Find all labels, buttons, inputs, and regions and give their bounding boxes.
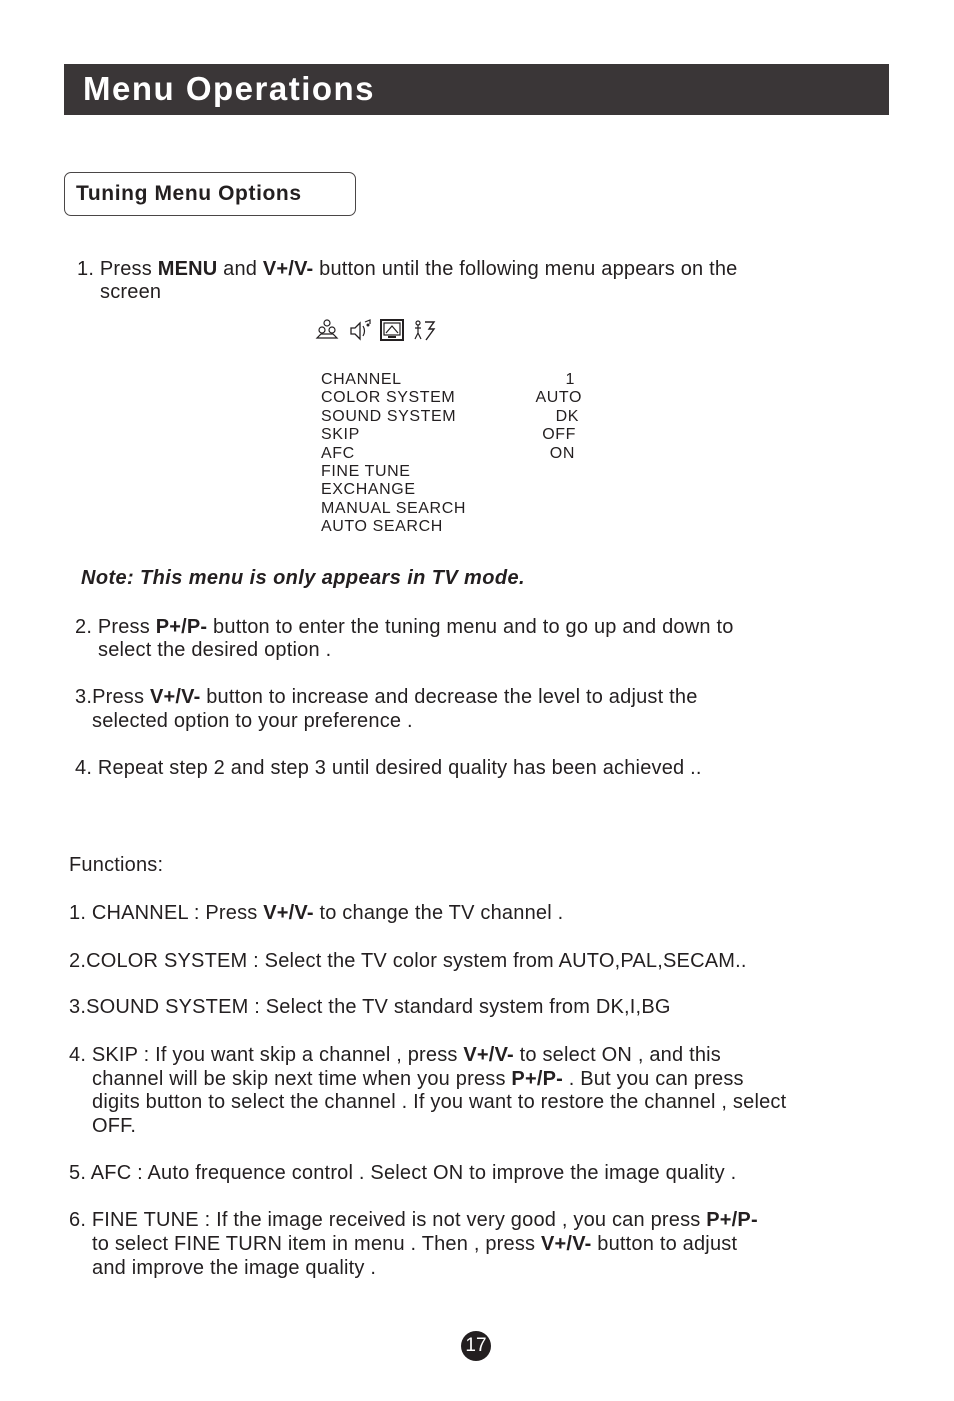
page-number: 17 bbox=[461, 1331, 491, 1361]
section-title: Tuning Menu Options bbox=[76, 182, 302, 205]
menu-value-afc: ON bbox=[549, 445, 575, 462]
menu-item-channel: CHANNEL bbox=[321, 371, 402, 388]
function-sound-system: 3.SOUND SYSTEM : Select the TV standard system from DK,I,BG bbox=[69, 996, 671, 1018]
volume-key-label: V+/V- bbox=[463, 1044, 514, 1066]
step-1-line-2: screen bbox=[100, 281, 162, 303]
function-skip-line-1 bbox=[69, 1043, 721, 1067]
menu-item-auto-search: AUTO SEARCH bbox=[321, 518, 443, 535]
volume-key-label: V+/V- bbox=[149, 686, 201, 708]
menu-item-skip: SKIP bbox=[321, 426, 360, 443]
functions-heading: Functions: bbox=[69, 854, 164, 876]
function-fine-tune-line-3: and improve the image quality . bbox=[92, 1257, 377, 1279]
menu-value-channel: 1 bbox=[565, 371, 575, 388]
menu-item-fine-tune: FINE TUNE bbox=[321, 463, 411, 480]
step-3-line-1 bbox=[75, 685, 698, 709]
function-channel bbox=[69, 901, 563, 925]
function-text: to select FINE TURN item in menu . Then , press bbox=[92, 1233, 542, 1255]
menu-item-sound-system: SOUND SYSTEM bbox=[321, 408, 457, 425]
function-skip-line-2 bbox=[92, 1067, 744, 1091]
function-icon bbox=[412, 318, 436, 342]
function-fine-tune-line-2 bbox=[92, 1232, 737, 1256]
menu-item-color-system: COLOR SYSTEM bbox=[321, 389, 456, 406]
function-text: button to adjust bbox=[591, 1233, 738, 1255]
step-2-text: 2. Press bbox=[75, 616, 156, 638]
step-1-line-1 bbox=[77, 257, 738, 281]
function-text: to select ON , and this bbox=[513, 1044, 721, 1066]
program-key-label: P+/P- bbox=[706, 1209, 758, 1231]
step-2-line-2: select the desired option . bbox=[98, 639, 332, 661]
program-key-label: P+/P- bbox=[511, 1068, 563, 1090]
function-color-system: 2.COLOR SYSTEM : Select the TV color system from AUTO,PAL,SECAM.. bbox=[69, 950, 747, 972]
sound-icon bbox=[348, 318, 372, 342]
function-fine-tune-line-1 bbox=[69, 1208, 758, 1232]
menu-key-label: MENU bbox=[157, 258, 218, 280]
step-4-line-1: 4. Repeat step 2 and step 3 until desired quality has been achieved .. bbox=[75, 757, 702, 779]
function-text: 6. FINE TUNE : If the image received is not very good , you can press bbox=[69, 1209, 707, 1231]
function-skip-line-3: digits button to select the channel . If you want to restore the channel , select bbox=[92, 1091, 787, 1113]
function-afc: 5. AFC : Auto frequence control . Select ON to improve the image quality . bbox=[69, 1162, 737, 1184]
step-2-line-1 bbox=[75, 615, 734, 639]
step-3-line-2: selected option to your preference . bbox=[92, 710, 413, 732]
volume-key-label: V+/V- bbox=[541, 1233, 592, 1255]
menu-value-color-system: AUTO bbox=[535, 389, 582, 406]
section-heading-box bbox=[64, 172, 356, 216]
menu-value-sound-system: DK bbox=[555, 408, 579, 425]
menu-item-manual-search: MANUAL SEARCH bbox=[321, 500, 467, 517]
step-1-text: 1. Press bbox=[77, 258, 158, 280]
step-1-text: and bbox=[217, 258, 263, 280]
function-text: to change the TV channel . bbox=[313, 902, 564, 924]
function-text: 4. SKIP : If you want skip a channel , press bbox=[69, 1044, 464, 1066]
step-3-text: button to increase and decrease the level to adjust the bbox=[200, 686, 698, 708]
function-skip-line-4: OFF. bbox=[92, 1115, 137, 1137]
step-1-text: button until the following menu appears on the bbox=[313, 258, 738, 280]
menu-item-exchange: EXCHANGE bbox=[321, 481, 416, 498]
volume-key-label: V+/V- bbox=[262, 258, 314, 280]
function-text: 1. CHANNEL : Press bbox=[69, 902, 264, 924]
menu-value-skip: OFF bbox=[542, 426, 576, 443]
page-title: Menu Operations bbox=[83, 70, 376, 107]
function-text: channel will be skip next time when you press bbox=[92, 1068, 512, 1090]
volume-key-label: V+/V- bbox=[263, 902, 314, 924]
menu-item-afc: AFC bbox=[321, 445, 355, 462]
tuning-icon bbox=[380, 318, 404, 342]
header-bar bbox=[64, 64, 889, 115]
picture-settings-icon bbox=[315, 318, 339, 342]
step-3-text: 3.Press bbox=[75, 686, 150, 708]
tv-mode-note: Note: This menu is only appears in TV mode. bbox=[81, 567, 525, 589]
program-key-label: P+/P- bbox=[155, 616, 208, 638]
step-2-text: button to enter the tuning menu and to go up and down to bbox=[207, 616, 734, 638]
function-text: . But you can press bbox=[562, 1068, 744, 1090]
